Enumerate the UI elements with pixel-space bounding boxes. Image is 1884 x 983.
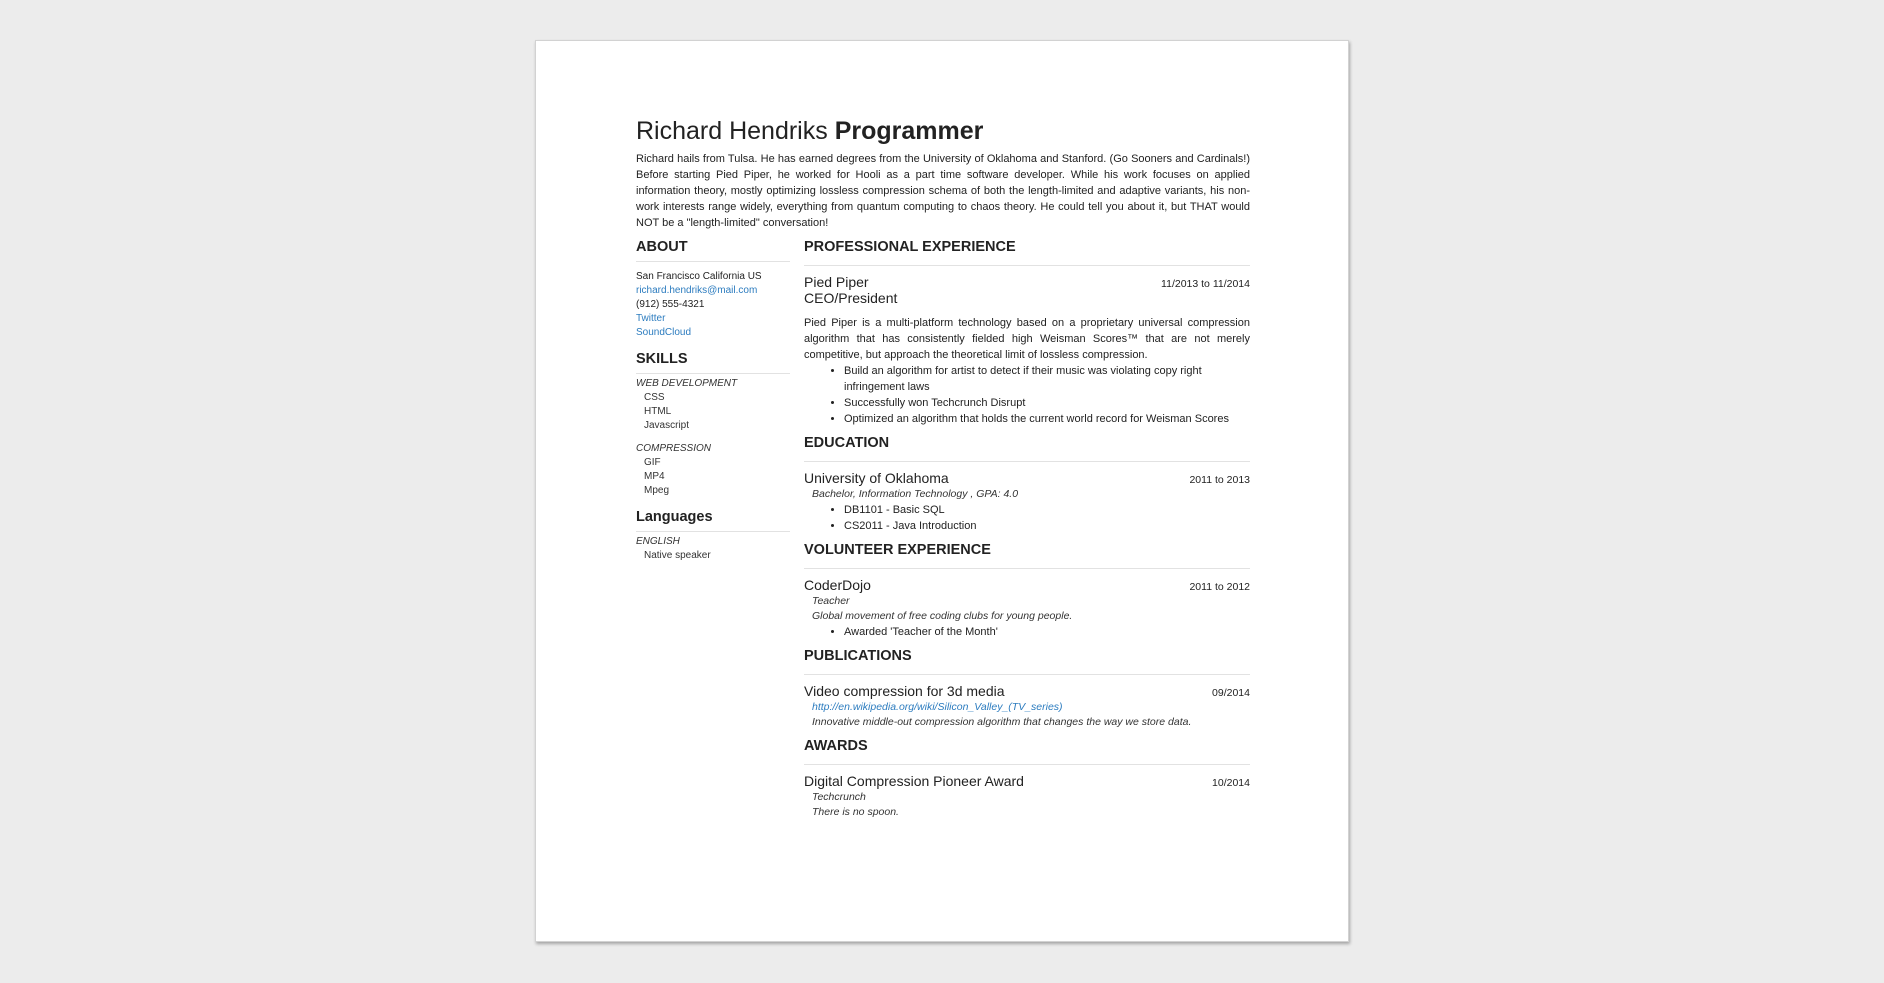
work-dates: 11/2013 to 11/2014 <box>1161 278 1250 290</box>
skill-keyword: GIF <box>644 457 661 468</box>
language-name: ENGLISH <box>636 536 680 547</box>
award-title: Digital Compression Pioneer Award <box>804 773 1024 789</box>
award-awarder: Techcrunch <box>812 791 866 803</box>
publication-name: Video compression for 3d media <box>804 683 1005 699</box>
about-heading: ABOUT <box>636 237 790 262</box>
skill-group-name: COMPRESSION <box>636 443 712 454</box>
awards-section <box>804 736 1250 820</box>
education-heading: EDUCATION <box>804 433 1250 462</box>
resume-content <box>636 115 1250 826</box>
education-dates: 2011 to 2013 <box>1189 474 1250 486</box>
list-item: • Build an algorithm for artist to detect if their music was violating copy right infringement laws <box>844 363 1250 395</box>
two-column-layout <box>636 237 1250 826</box>
education-entry <box>804 470 1250 534</box>
skill-group-name: WEB DEVELOPMENT <box>636 378 738 389</box>
page-title <box>636 115 1250 147</box>
main-column <box>804 237 1250 826</box>
language-fluency: Native speaker <box>644 550 711 561</box>
email-link[interactable]: richard.hendriks@mail.com <box>636 285 758 296</box>
skill-group <box>636 442 790 498</box>
languages-heading: Languages <box>636 507 790 532</box>
resume-page <box>535 40 1349 942</box>
volunteer-position: Teacher <box>812 595 850 607</box>
soundcloud-link[interactable]: SoundCloud <box>636 327 692 338</box>
skill-keyword: HTML <box>644 406 672 417</box>
skills-heading: SKILLS <box>636 349 790 374</box>
volunteer-dates: 2011 to 2012 <box>1189 581 1250 593</box>
volunteer-section <box>804 540 1250 640</box>
publication-summary: Innovative middle-out compression algorithm that changes the way we store data. <box>812 716 1192 728</box>
person-name: Richard Hendriks <box>636 117 828 145</box>
education-section <box>804 433 1250 534</box>
person-label: Programmer <box>834 117 984 145</box>
list-item: • Optimized an algorithm that holds the current world record for Weisman Scores <box>844 411 1250 427</box>
sidebar <box>636 237 790 826</box>
list-item: • CS2011 - Java Introduction <box>844 518 1250 534</box>
position-title: CEO/President <box>804 290 898 306</box>
organization-name: CoderDojo <box>804 577 871 593</box>
publication-entry <box>804 683 1250 730</box>
volunteer-heading: VOLUNTEER EXPERIENCE <box>804 540 1250 569</box>
skill-group <box>636 374 790 433</box>
list-item: • DB1101 - Basic SQL <box>844 502 1250 518</box>
summary-paragraph: Richard hails from Tulsa. He has earned degrees from the University of Oklahoma and Stanford. (Go Sooners and Cardinals!) Before starting Pied Piper, he worked for Hooli as a part time software developer. While his work focuses on applied information theory, mostly optimizing lossless compression schema of both the length-limited and adaptive variants, his non-work interests range widely, everything from quantum computing to chaos theory. He could tell you about it, but THAT would NOT be a "length-limited" conversation! <box>636 153 1250 229</box>
awards-heading: AWARDS <box>804 736 1250 765</box>
work-heading: PROFESSIONAL EXPERIENCE <box>804 237 1250 266</box>
volunteer-entry <box>804 577 1250 640</box>
work-summary: Pied Piper is a multi-platform technology based on a proprietary universal compression algorithm that has consistently fielded high Weisman Scores™ that are not merely competitive, but approach the theoretical limit of lossless compression. <box>804 317 1250 361</box>
award-entry <box>804 773 1250 820</box>
skill-keyword: MP4 <box>644 471 665 482</box>
languages-section <box>636 507 790 563</box>
work-entry <box>804 274 1250 427</box>
list-item: • Successfully won Techcrunch Disrupt <box>844 395 1250 411</box>
twitter-link[interactable]: Twitter <box>636 313 666 324</box>
work-highlights <box>804 363 1250 427</box>
publications-heading: PUBLICATIONS <box>804 646 1250 675</box>
award-date: 10/2014 <box>1212 777 1250 789</box>
publications-section <box>804 646 1250 730</box>
phone-text: (912) 555-4321 <box>636 299 705 310</box>
skill-keyword: CSS <box>644 392 665 403</box>
publication-date: 09/2014 <box>1212 687 1250 699</box>
publication-link[interactable]: http://en.wikipedia.org/wiki/Silicon_Valley_(TV_series) <box>812 701 1063 713</box>
skills-section <box>636 349 790 498</box>
company-name: Pied Piper <box>804 274 869 290</box>
volunteer-summary: Global movement of free coding clubs for young people. <box>812 610 1073 622</box>
institution-name: University of Oklahoma <box>804 470 949 486</box>
volunteer-highlights <box>804 624 1250 640</box>
skill-keyword: Mpeg <box>644 485 670 496</box>
skill-keyword: Javascript <box>644 420 690 431</box>
work-section <box>804 237 1250 427</box>
list-item: • Awarded 'Teacher of the Month' <box>844 624 1250 640</box>
degree-text: Bachelor, Information Technology , GPA: 4.0 <box>812 488 1019 500</box>
course-list <box>804 502 1250 534</box>
location-text: San Francisco California US <box>636 271 762 282</box>
award-summary: There is no spoon. <box>812 806 899 818</box>
about-section <box>636 237 790 340</box>
